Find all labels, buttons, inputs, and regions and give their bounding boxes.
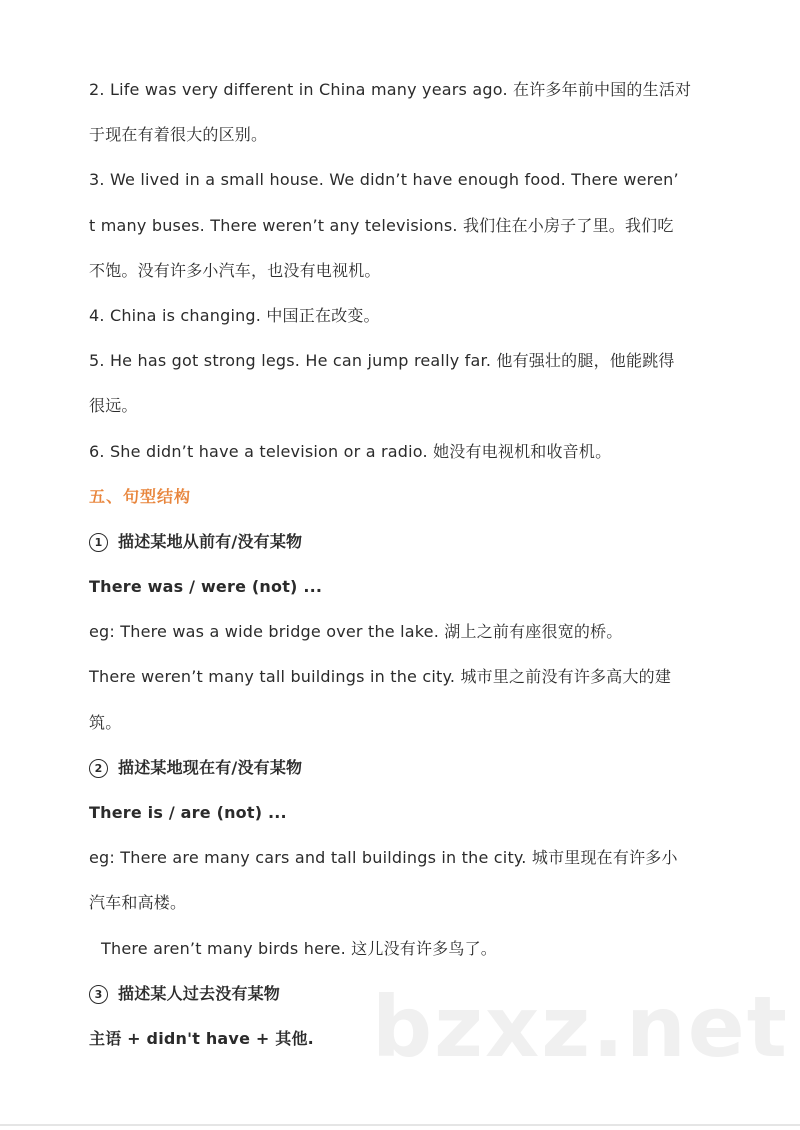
sentence-2-line-1: 2. Life was very different in China many years ago. 在许多年前中国的生活对 (89, 80, 692, 99)
pattern-2-heading (89, 745, 709, 790)
document-body (89, 67, 709, 1061)
section-heading: 五、句型结构 (89, 486, 192, 506)
pattern-1-title: 描述某地从前有/没有某物 (118, 531, 303, 551)
sentence-6: 6. She didn’t have a television or a radio. 她没有电视机和收音机。 (89, 441, 612, 461)
sentence-3-line-2: t many buses. There weren’t any televisions. 我们住在小房子了里。我们吃 (89, 215, 674, 235)
sentence-5-line-2: 很远。 (89, 396, 138, 416)
sentence-5-line-1: 5. He has got strong legs. He can jump really far. 他有强壮的腿，他能跳得 (89, 351, 675, 371)
pattern-2-structure: There is / are (not) ... (89, 803, 287, 822)
circled-number-3-icon: 3 (89, 985, 108, 1004)
sentence-4: 4. China is changing. 中国正在改变。 (89, 305, 380, 325)
pattern-1-example-2-line-2: 筑。 (89, 712, 122, 732)
pattern-1-example-1: eg: There was a wide bridge over the lake. 湖上之前有座很宽的桥。 (89, 622, 623, 642)
sentence-3-line-1: 3. We lived in a small house. We didn’t have enough food. There weren’ (89, 170, 679, 190)
circled-number-1-icon: 1 (89, 533, 108, 552)
pattern-1-structure: There was / were (not) ... (89, 577, 323, 597)
pattern-2-title: 描述某地现在有/没有某物 (118, 757, 303, 777)
pattern-1-heading (89, 519, 709, 564)
sentence-3-line-3: 不饱。没有许多小汽车，也没有电视机。 (89, 260, 381, 280)
pattern-2-example-1-line-1: eg: There are many cars and tall buildings in the city. 城市里现在有许多小 (89, 848, 678, 868)
page-bottom-divider (0, 1124, 800, 1126)
pattern-3-title: 描述某人过去没有某物 (118, 983, 281, 1003)
watermark: bzxz.net (372, 978, 789, 1076)
pattern-3-structure: 主语 + didn't have + 其他. (89, 1028, 314, 1048)
pattern-2-example-2: There aren’t many birds here. 这儿没有许多鸟了。 (101, 938, 497, 958)
pattern-1-example-2-line-1: There weren’t many tall buildings in the city. 城市里之前没有许多高大的建 (89, 667, 672, 687)
sentence-2-line-2: 于现在有着很大的区别。 (89, 125, 268, 145)
pattern-2-example-1-line-2: 汽车和高楼。 (89, 893, 187, 913)
circled-number-2-icon: 2 (89, 759, 108, 778)
